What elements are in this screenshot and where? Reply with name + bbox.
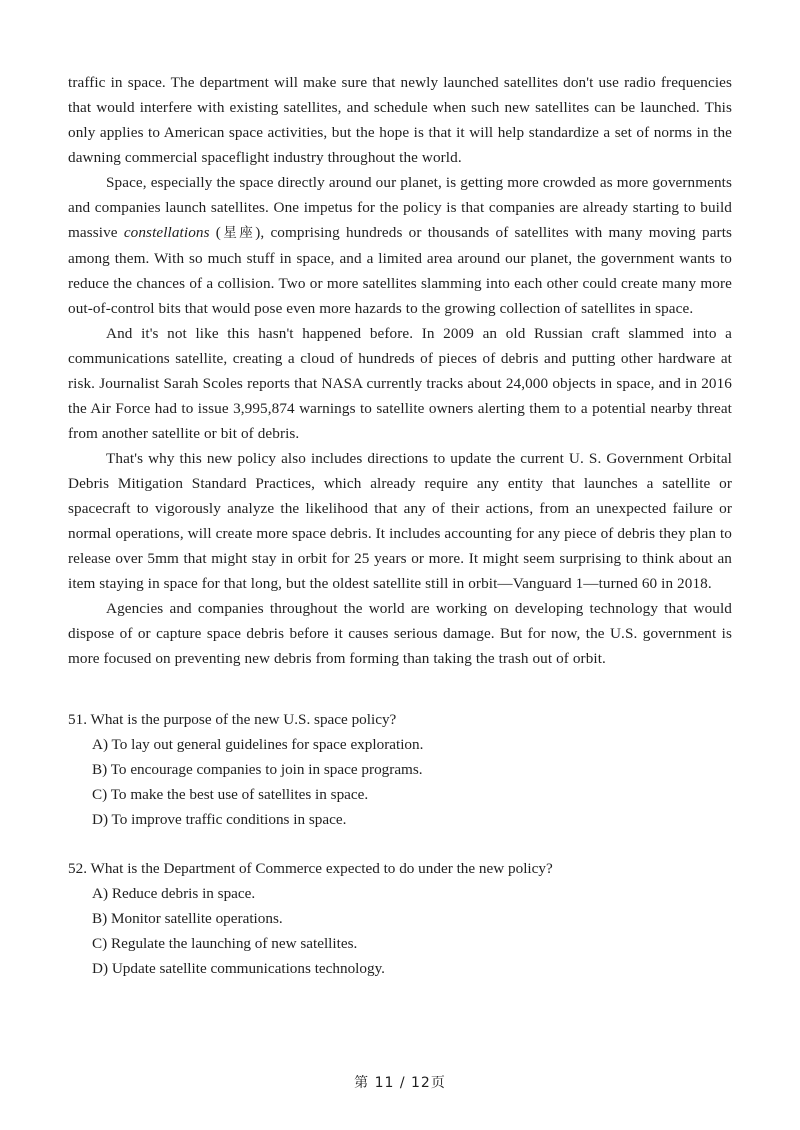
question-51-option-a[interactable]: A) To lay out general guidelines for space exploration. xyxy=(92,736,424,753)
question-51-options xyxy=(68,732,732,832)
question-52-options xyxy=(68,881,732,981)
question-52 xyxy=(68,856,732,981)
passage-paragraph-3: And it's not like this hasn't happened before. In 2009 an old Russian craft slammed into a communications satellite, creating a cloud of hundreds of pieces of debris and putting other hardware at risk. Journalist Sarah Scoles reports that NASA currently tracks about 24,000 objects in space, and in 2016 the Air Force had to issue 3,995,874 warnings to satellite owners alerting them to a potential nearby threat from another satellite or bit of debris. xyxy=(68,325,732,442)
question-52-option-d[interactable]: D) Update satellite communications technology. xyxy=(92,960,385,977)
passage-paragraph-4: That's why this new policy also includes directions to update the current U. S. Government Orbital Debris Mitigation Standard Practices, which already require any entity that launches a satellite or spacecraft to vigorously analyze the likelihood that any of their actions, from an unexpected failure or normal operations, will create more space debris. It includes accounting for any piece of debris they plan to release over 5mm that might stay in orbit for 25 years or more. It might seem surprising to think about an item staying in space for that long, but the oldest satellite still in orbit—Vanguard 1—turned 60 in 2018. xyxy=(68,450,732,592)
passage-paragraph-1: traffic in space. The department will make sure that newly launched satellites don't use radio frequencies that would interfere with existing satellites, and schedule when such new satellites can be launched. This only applies to American space activities, but the hope is that it will help standardize a set of norms in the dawning commercial spaceflight industry throughout the world. xyxy=(68,74,732,166)
gloss-open-paren: ( xyxy=(209,224,221,241)
chinese-gloss-xingzuo: 星座 xyxy=(220,225,256,241)
question-52-stem: 52. What is the Department of Commerce expected to do under the new policy? xyxy=(68,860,553,877)
question-51-option-b[interactable]: B) To encourage companies to join in space programs. xyxy=(92,761,423,778)
passage-paragraph-2-text-before: Space, especially the space directly around our planet, is getting more crowded as more governments and companies launch satellites. One impetus for the policy is that companies are already starting to build massive xyxy=(68,174,732,241)
page-number-indicator: 第 11 / 12页 xyxy=(354,1075,446,1091)
question-51-option-c[interactable]: C) To make the best use of satellites in space. xyxy=(92,786,369,803)
question-52-option-c[interactable]: C) Regulate the launching of new satellites. xyxy=(92,935,358,952)
passage-paragraph-2 xyxy=(68,170,732,321)
question-51 xyxy=(68,707,732,832)
question-51-option-d[interactable]: D) To improve traffic conditions in space. xyxy=(92,811,347,828)
question-gap xyxy=(68,832,732,856)
passage-paragraph-2-text-after: comprising hundreds or thousands of satellites with many moving parts among them. With so much stuff in space, and a limited area around our planet, the government wants to reduce the chances of a collision. Two or more satellites slamming into each other could create many more out-of-control bits that would pose even more hazards to the growing collection of satellites in space. xyxy=(68,224,733,317)
italic-term-constellations: constellations xyxy=(123,224,210,241)
page-footer xyxy=(0,1072,800,1092)
question-51-stem: 51. What is the purpose of the new U.S. space policy? xyxy=(68,711,397,728)
question-52-option-a[interactable]: A) Reduce debris in space. xyxy=(92,885,256,902)
passage-paragraph-5: Agencies and companies throughout the world are working on developing technology that would dispose of or capture space debris before it causes serious damage. But for now, the U.S. government is more focused on preventing new debris from forming than taking the trash out of orbit. xyxy=(68,600,732,667)
question-52-option-b[interactable]: B) Monitor satellite operations. xyxy=(92,910,283,927)
passage-question-gap xyxy=(68,671,732,707)
page-content xyxy=(68,70,732,981)
gloss-close-paren: ), xyxy=(255,224,271,241)
